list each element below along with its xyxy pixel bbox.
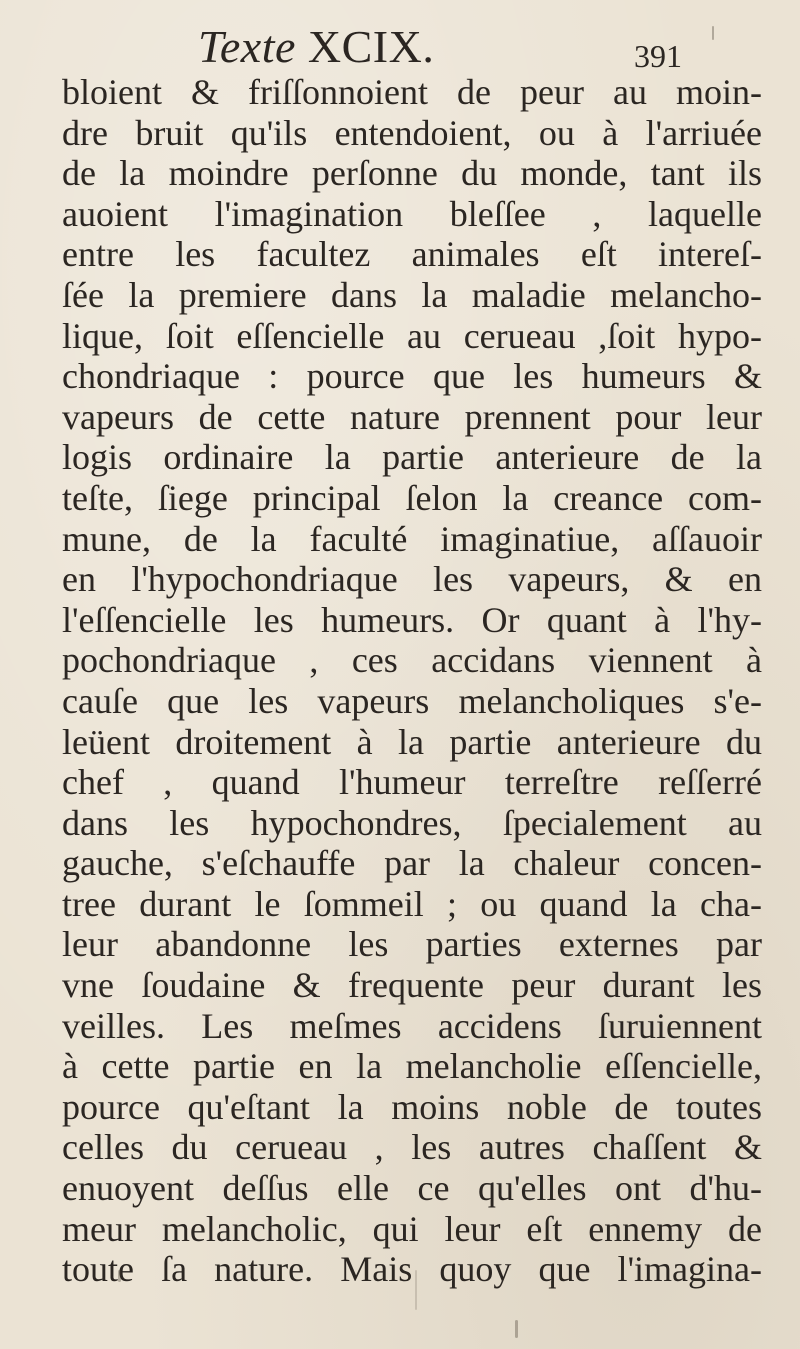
running-head-roman: XCIX. [295,21,435,72]
text-line: pochondriaque , ces accidans viennent à [62,640,762,681]
text-line: cauſe que les vapeurs melancholiques s'e- [62,680,762,721]
text-line: pource qu'eſtant la moins noble de toutes [62,1086,762,1127]
text-line: dre bruit qu'ils entendoient, ou à l'arriuée [62,112,762,153]
text-line: chondriaque : pource que les humeurs & [62,356,762,397]
text-line: entre les facultez animales eſt intereſ- [62,234,762,275]
text-line: meur melancholic, qui leur eſt ennemy de [62,1208,762,1249]
paper-speck [415,1270,417,1310]
text-line: vapeurs de cette nature prennent pour leur [62,396,762,437]
text-line: teſte, ſiege principal ſelon la creance com- [62,477,762,518]
text-line: à cette partie en la melancholie eſſencielle, [62,1046,762,1087]
text-line: toute ſa nature. Mais quoy que l'imagina- [62,1249,762,1290]
text-line: leüent droitement à la partie anterieure du [62,721,762,762]
text-line: chef , quand l'humeur terreſtre reſſerré [62,762,762,803]
text-line: mune, de la faculté imaginatiue, aſſauoir [62,518,762,559]
text-line: dans les hypochondres, ſpecialement au [62,802,762,843]
text-line: enuoyent deſſus elle ce qu'elles ont d'hu- [62,1168,762,1209]
paper-speck [712,26,714,40]
running-head [198,22,434,72]
page-number: 391 [634,38,682,74]
text-line: gauche, s'eſchauffe par la chaleur concen- [62,843,762,884]
text-line: l'eſſencielle les humeurs. Or quant à l'hy- [62,599,762,640]
body-text [62,72,762,1290]
text-line: auoient l'imagination bleſſee , laquelle [62,193,762,234]
running-head-italic: Texte [198,21,296,72]
text-line: vne ſoudaine & frequente peur durant les [62,965,762,1006]
paper-speck [515,1320,518,1338]
text-line: lique, ſoit eſſencielle au cerueau ,ſoit hypo- [62,315,762,356]
paper-speck [118,1270,121,1282]
text-line: logis ordinaire la partie anterieure de la [62,437,762,478]
text-line: tree durant le ſommeil ; ou quand la cha- [62,883,762,924]
text-line: en l'hypochondriaque les vapeurs, & en [62,559,762,600]
text-line: leur abandonne les parties externes par [62,924,762,965]
text-line: celles du cerueau , les autres chaſſent & [62,1127,762,1168]
page-header [0,16,800,76]
text-line: bloient & friſſonnoient de peur au moin- [62,72,762,112]
text-line: veilles. Les meſmes accidens ſuruiennent [62,1005,762,1046]
text-line: de la moindre perſonne du monde, tant ils [62,153,762,194]
text-line: ſée la premiere dans la maladie melancho- [62,274,762,315]
